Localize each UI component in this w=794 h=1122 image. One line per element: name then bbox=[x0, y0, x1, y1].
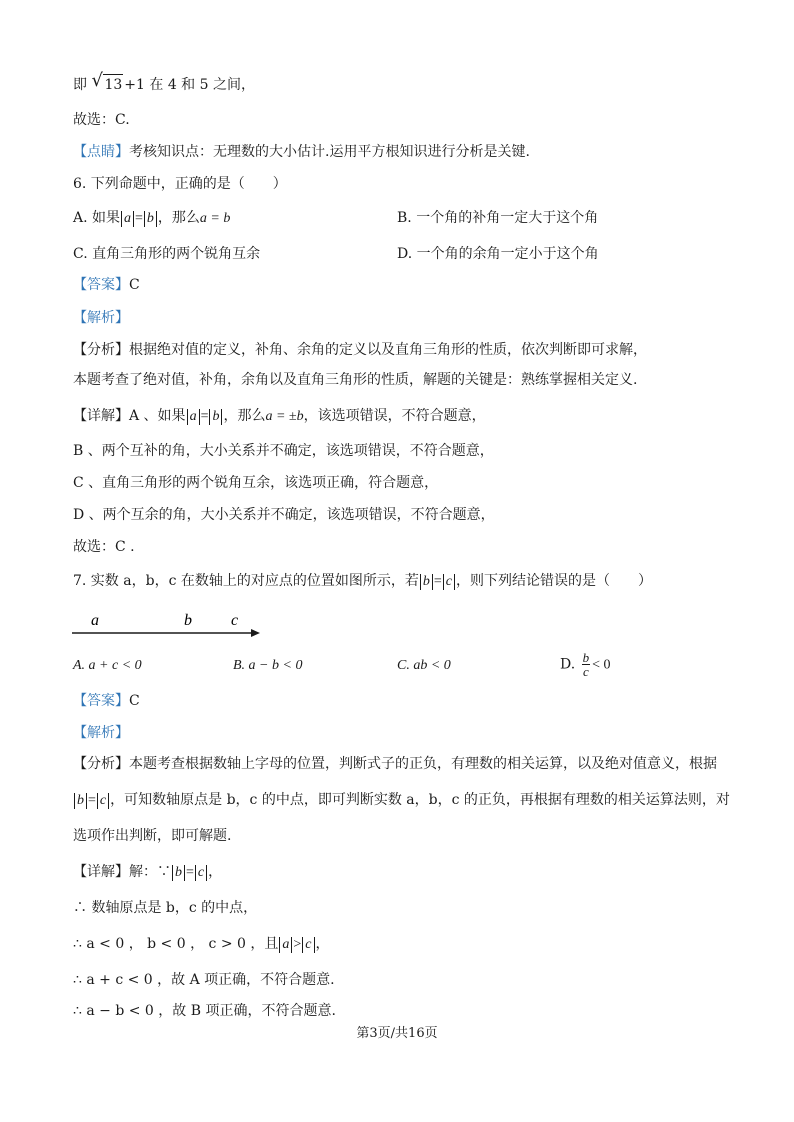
text: < 0 bbox=[592, 657, 611, 673]
q6-xiangjie-2: B 、两个互补的角，大小关系并不确定，该选项错误，不符合题意， bbox=[73, 443, 494, 459]
fraction-b-over-c bbox=[582, 651, 591, 678]
radicand: 13 bbox=[103, 74, 123, 95]
denominator: c bbox=[583, 664, 589, 679]
abs-a: a bbox=[121, 211, 134, 227]
q7-option-d bbox=[560, 651, 611, 678]
q7-option-b bbox=[233, 656, 302, 676]
equals-sign: = bbox=[186, 865, 194, 880]
text: ，那么 bbox=[223, 408, 266, 424]
text: ，可知数轴原点是 b，c 的中点，即可判断实数 a，b，c 的正负，再根据有理数的相关运算法则，对 bbox=[110, 792, 730, 808]
abs-b: b bbox=[209, 409, 222, 425]
q6-xiangjie-3: C 、直角三角形的两个锐角互余，该选项正确，符合题意， bbox=[73, 475, 439, 491]
number-line-label-a: a bbox=[91, 612, 99, 629]
q7-answer bbox=[73, 691, 140, 711]
q7-fenxi-1 bbox=[73, 754, 717, 774]
number-line-figure bbox=[70, 608, 270, 644]
text: 考核知识点：无理数的大小估计.运用平方根知识进行分析是关键. bbox=[129, 144, 530, 160]
radical-sign-icon: √ bbox=[91, 70, 103, 91]
abs-a: a bbox=[187, 409, 200, 425]
text: ，该选项错误，不符合题意， bbox=[303, 408, 486, 424]
text: 即 bbox=[73, 77, 87, 93]
text-line bbox=[73, 70, 255, 95]
section-tag: 【分析】 bbox=[73, 342, 129, 358]
section-tag: 【详解】 bbox=[73, 408, 129, 424]
number-line-label-c: c bbox=[231, 612, 239, 629]
q7-fenxi-3: 选项作出判断，即可解题. bbox=[73, 828, 232, 844]
q6-fenxi-2: 本题考查了绝对值，补角，余角以及直角三角形的性质，解题的关键是：熟练掌握相关定义. bbox=[73, 372, 638, 388]
q7-xiangjie-3 bbox=[73, 934, 330, 955]
section-tag: 【答案】 bbox=[73, 693, 129, 709]
question-7-stem bbox=[73, 571, 652, 592]
abs-c: c bbox=[443, 574, 455, 590]
answer-value: C bbox=[129, 277, 140, 293]
abs-b: b bbox=[144, 211, 157, 227]
abs-c: c bbox=[97, 793, 109, 809]
abs-c: c bbox=[302, 937, 314, 953]
equation: a = b bbox=[199, 211, 231, 226]
q6-xiangjie-4: D 、两个互余的角，大小关系并不确定，该选项错误，不符合题意， bbox=[73, 507, 495, 523]
section-tag: 【点睛】 bbox=[73, 144, 129, 160]
q6-jiexi-tag bbox=[73, 308, 129, 328]
section-tag: 【答案】 bbox=[73, 277, 129, 293]
equation: a = ±b bbox=[265, 409, 304, 424]
equals-sign: = bbox=[88, 793, 96, 808]
q6-selection: 故选：C . bbox=[73, 539, 135, 555]
q7-fenxi-2 bbox=[73, 790, 730, 811]
abs-b: b bbox=[74, 793, 87, 809]
text: ，那么 bbox=[157, 210, 200, 226]
q7-option-a bbox=[73, 656, 142, 676]
answer-value: C bbox=[129, 693, 140, 709]
q6-option-b: B. 一个角的补角一定大于这个角 bbox=[397, 210, 599, 226]
dianjing-line bbox=[73, 142, 530, 162]
text: ∴ a < 0 ， b < 0 ， c > 0 ，且 bbox=[73, 936, 279, 952]
section-tag: 【分析】 bbox=[73, 756, 129, 772]
section-tag: 【详解】 bbox=[73, 864, 129, 880]
text: 7. 实数 a，b，c 在数轴上的对应点的位置如图所示，若 bbox=[73, 573, 419, 589]
text: A. a + c < 0 bbox=[73, 658, 142, 673]
sqrt-expression bbox=[91, 70, 123, 95]
abs-c: c bbox=[195, 865, 207, 881]
numerator: b bbox=[582, 650, 590, 665]
q7-xiangjie-2: ∴ 数轴原点是 b，c 的中点， bbox=[73, 900, 258, 916]
text-line: 故选：C. bbox=[73, 112, 130, 128]
page-footer: 第3页/共16页 bbox=[356, 1026, 438, 1041]
text: 本题考查根据数轴上字母的位置，判断式子的正负，有理数的相关运算，以及绝对值意义，根据 bbox=[129, 756, 717, 772]
text: +1 在 4 和 5 之间， bbox=[124, 77, 255, 93]
section-tag: 【解析】 bbox=[73, 310, 129, 326]
text: ， bbox=[315, 936, 330, 952]
abs-b: b bbox=[172, 865, 185, 881]
greater-sign: > bbox=[293, 937, 302, 952]
text: 解：∵ bbox=[129, 864, 171, 880]
text: ，则下列结论错误的是（ ） bbox=[455, 573, 652, 589]
text: 根据绝对值的定义，补角、余角的定义以及直角三角形的性质，依次判断即可求解， bbox=[129, 342, 647, 358]
section-tag: 【解析】 bbox=[73, 725, 129, 741]
number-line-label-b: b bbox=[184, 612, 192, 629]
equals-sign: = bbox=[135, 211, 143, 226]
question-6-stem: 6. 下列命题中，正确的是（ ） bbox=[73, 176, 287, 192]
q7-option-c bbox=[397, 656, 451, 676]
abs-b: b bbox=[420, 574, 433, 590]
q7-xiangjie-4: ∴ a + c < 0 ，故 A 项正确，不符合题意. bbox=[73, 972, 335, 988]
q6-option-d: D. 一个角的余角一定小于这个角 bbox=[397, 246, 599, 262]
q7-jiexi-tag bbox=[73, 723, 129, 743]
text: A. 如果 bbox=[73, 210, 121, 226]
q6-xiangjie-1 bbox=[73, 406, 486, 427]
q6-fenxi-1 bbox=[73, 340, 647, 360]
text: C. ab < 0 bbox=[397, 658, 451, 673]
text: B. a − b < 0 bbox=[233, 658, 303, 673]
equals-sign: = bbox=[433, 574, 442, 589]
text: A 、如果 bbox=[129, 408, 186, 424]
text: ， bbox=[208, 864, 223, 880]
q6-answer bbox=[73, 275, 140, 295]
q7-xiangjie-5: ∴ a − b < 0 ，故 B 项正确，不符合题意. bbox=[73, 1003, 336, 1019]
text: D. bbox=[560, 656, 576, 673]
arrow-head-icon bbox=[251, 629, 260, 637]
q6-option-a bbox=[73, 208, 230, 229]
q6-option-c: C. 直角三角形的两个锐角互余 bbox=[73, 246, 261, 262]
equals-sign: = bbox=[200, 409, 209, 424]
q7-xiangjie-1 bbox=[73, 862, 222, 883]
abs-a: a bbox=[279, 937, 292, 953]
